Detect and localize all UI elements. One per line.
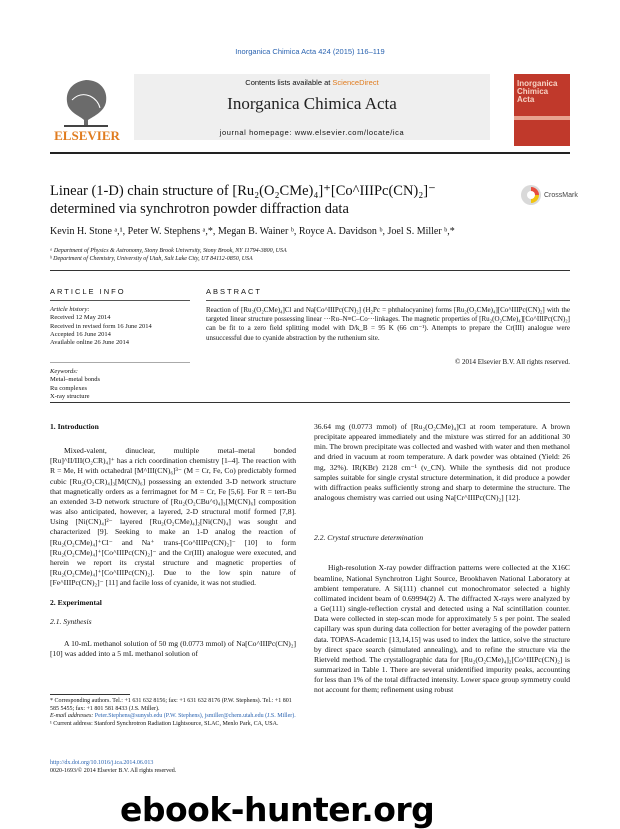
journal-name: Inorganica Chimica Acta [227, 94, 397, 113]
watermark: ebook-hunter.org [120, 790, 435, 829]
author-list: Kevin H. Stone ᵃ,¹, Peter W. Stephens ᵃ,*, Megan B. Wainer ᵇ, Royce A. Davidson ᵇ, Joel S. Miller ᵇ,* [50, 226, 455, 237]
crossmark-label: CrossMark [544, 192, 578, 199]
footnotes [50, 698, 296, 728]
journal-homepage[interactable]: journal homepage: www.elsevier.com/locate/ica [219, 128, 405, 137]
footnote-corresponding: * Corresponding authors. Tel.: +1 631 632 8156; fax: +1 631 632 8176 (P.W. Stephens). Tel.: +1 801 585 5455; fax: +1 801 581 8433 (J.S. Miller). [50, 698, 292, 712]
synthesis-continued: 36.64 mg (0.0773 mmol) of [Ru₂(O₂CMe)₄]Cl at room temperature. A brown precipitate appeared immediately and the mixture was stirred for an additional 30 min. The brown precipitate was collected and washed with water and then methanol and dried in vacuum at room temperature. A dark powder was obtained (Yield: 26 mg, 32%). IR(KBr) 2128 cm⁻¹ (ν_CN). While the synthesis did not produce samples suitable for single crystal structure determination, it did produce a powder with diffraction peaks sufficiently strong and sharp to determine the structure. The analogous chemistry was carried out using Na[Cr^IIIPc(CN)₂] [12]. [314, 422, 570, 503]
abstract-text: Reaction of [Ru₂(O₂CMe)₄]Cl and Na[Co^IIIPc(CN)₂] (H₂Pc = phthalocyanine) forms [Ru₂(O₂CMe)₄][Co^IIIPc(CN)₂] with the targeted linear structure possessing linear ···Ru–N≡C–Co···linkages. The magnetic properties of [Ru₂(O₂CMe)₄][Co^IIIPc(CN)₂] can be fit to a zero field splitting model with D/k_B = 95 K (66 cm⁻¹). Attempts to prepare the Cr(III) analogue were unsuccessful due to cyanide abstraction by the ruthenium site. [206, 306, 570, 342]
email-links[interactable]: Peter.Stephens@sunysb.edu (P.W. Stephens), jsmiller@chem.utah.edu (J.S. Miller). [94, 713, 296, 719]
affiliation-a: ᵃ Department of Physics & Astronomy, Stony Brook University, Stony Brook, NY 11794-3800, USA [50, 248, 287, 254]
title-line-1: Linear (1-D) chain structure of [Ru₂(O₂CMe)₄]⁺[Co^IIIPc(CN)₂]⁻ [50, 183, 436, 199]
section-synthesis: 2.1. Synthesis [50, 616, 92, 626]
article-history: Article history: Received 12 May 2014 Received in revised form 16 June 2014 Accepted 16 June 2014 Available online 26 June 2014 [50, 306, 152, 347]
article-title [50, 182, 500, 218]
abstract-divider [206, 300, 570, 301]
affiliation-b: ᵇ Department of Chemistry, University of Utah, Salt Lake City, UT 84112-0850, USA [50, 256, 253, 262]
synthesis-paragraph: A 10-mL methanol solution of 50 mg (0.0773 mmol) of Na[Co^IIIPc(CN)₂] [10] was added into a 5 mL methanol solution of [50, 638, 296, 658]
crystal-paragraph: High-resolution X-ray powder diffraction patterns were collected at the X16C beamline, National Synchrotron Light Source, Brookhaven National Laboratory at ambient temperature. A Si(111) channel cut monochromator selected a highly collimated incident beam of 0.69994(2) Å. The diffracted X-rays were analyzed by a Ge(111) single-reflection crystal and detected using a NaI scintillation counter. Data were collected in step-scan mode for approximately 5 s per point. The sealed capillary was spun during data collection for better averaging of the powder pattern data. TOPAS-Academic [13,14,15] was used to index the lattice, solve the structure by direct space search (simulated annealing), and to refine the structure via the Rietveld method. The crystallographic data for [Ru₂(O₂CMe)₄]₂[Co^IIIPc(CN)₂] is summarized in Table 1. There are several unidentified impurity peaks, accounting for less than 1% of the total diffracted intensity. Lower space group symmetry could not account for them; refinement using robust [314, 563, 570, 695]
section-introduction: 1. Introduction [50, 422, 99, 431]
intro-paragraph: Mixed-valent, dinuclear, multiple metal–metal bonded [Ru]^II/III(O₂CR)₄]⁺ has a rich coordination chemistry [1–4]. The reaction with R = Me, H with octahedral [M^III(CN)₆]³⁻ (M = Cr, Fe, Co) predictably formed cubic [Ru₂(O₂CR)₄]₃[M(CN)₆] possessing an extended 3-D network structure that magnetically orders as a ferrimagnet for M = Cr, Fe [5,6]. For R = tert-Bu an extended 3-D network structure of [Ru₂(O₂CBu^t)₄]₃[M(CN)₆] composition was also anticipated, however, a layered, 2-D structural motif formed [7,8]. Using [Ni(CN)₄]²⁻ layered [Ru₂(O₂CMe)₄]₂[Ni(CN)₄] was sought and characterized [9]. Seeking to make an 1-D analog the reaction of [Ru₂(O₂CMe)₄]⁺Cl⁻ and Na⁺ trans-[Co^IIIPc(CN)₂]⁻ [10] to form [Ru₂(O₂CMe)₄]⁺[Co^IIIPc(CN)₂]⁻ and the Cr(III) analogue were executed, and herein we report its crystal structure and magnetic properties of [Ru₂(O₂CMe)₄]⁺[Co^IIIPc(CN)₂]. Due to the low spin nature of [Fe^IIIPc(CN)₂]⁻ [11] and facile loss of cyanide, it was not studied. [50, 446, 296, 588]
crossmark-badge[interactable] [520, 184, 580, 208]
contents-available: Contents lists available at ScienceDirect [245, 78, 379, 87]
footnote-current-address: ¹ Current address: Stanford Synchrotron Radiation Lightsource, SLAC, Menlo Park, CA, USA. [50, 720, 279, 727]
cover-title: Inorganica Chimica Acta [517, 79, 558, 104]
masthead-rule [50, 152, 570, 154]
abstract-heading: ABSTRACT [206, 287, 263, 296]
crossmark-icon [520, 184, 542, 206]
body-rule [50, 402, 570, 403]
left-column [50, 422, 296, 659]
info-divider [50, 300, 190, 301]
keywords-divider [50, 362, 190, 363]
journal-banner [134, 74, 490, 140]
doi-link[interactable]: http://dx.doi.org/10.1016/j.ica.2014.06.013 [50, 760, 154, 766]
journal-cover [514, 74, 570, 146]
sciencedirect-link[interactable]: ScienceDirect [332, 78, 379, 87]
info-rule [50, 270, 570, 271]
keywords: Keywords: Metal–metal bonds Ru complexes X-ray structure [50, 368, 101, 400]
footnote-emails: E-mail addresses: Peter.Stephens@sunysb.edu (P.W. Stephens), jsmiller@chem.utah.edu (J.S. Miller). [50, 713, 296, 719]
right-column [314, 422, 570, 695]
title-line-2: determined via synchrotron powder diffraction data [50, 201, 349, 217]
abstract-copyright: © 2014 Elsevier B.V. All rights reserved. [454, 358, 570, 366]
footnote-rule [50, 694, 130, 695]
masthead [50, 70, 570, 146]
article-info-heading: ARTICLE INFO [50, 287, 126, 296]
cover-band [514, 116, 570, 120]
elsevier-logo [50, 70, 122, 146]
issn-line: 0020-1693/© 2014 Elsevier B.V. All rights reserved. [50, 768, 177, 774]
section-experimental: 2. Experimental [50, 598, 102, 608]
section-crystal-structure: 2.2. Crystal structure determination [314, 533, 424, 543]
elsevier-wordmark: ELSEVIER [54, 128, 120, 143]
journal-citation[interactable]: Inorganica Chimica Acta 424 (2015) 116–119 [235, 47, 385, 56]
